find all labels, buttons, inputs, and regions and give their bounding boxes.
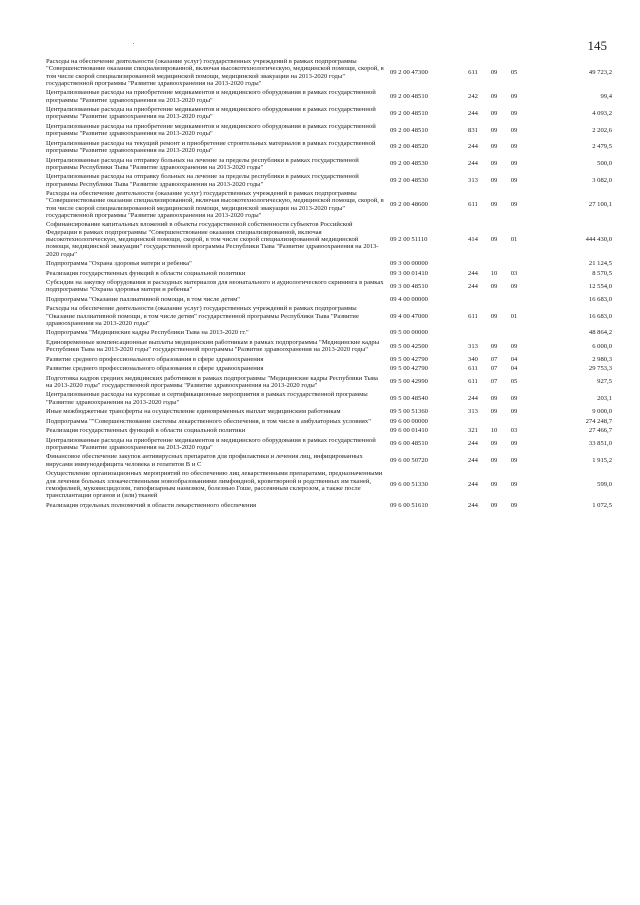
row-subsection: 03	[510, 427, 518, 435]
row-code: 09 4 00 00000	[390, 295, 428, 303]
scan-speck	[133, 43, 134, 44]
row-expense-type: 244	[468, 440, 478, 448]
table-row	[46, 391, 612, 408]
row-expense-type: 340	[468, 355, 478, 363]
row-section: 09	[490, 282, 498, 290]
row-subsection: 01	[510, 312, 518, 320]
row-expense-type	[462, 296, 484, 305]
table-row	[46, 270, 612, 279]
row-code: 09 2 00 47300	[390, 68, 428, 76]
row-expense-type: 244	[468, 457, 478, 465]
table-row	[46, 123, 612, 140]
row-name: Подпрограмма ""Совершенствование системы лекарственного обеспечения, в том числе в амбулаторных условиях"	[46, 417, 371, 425]
table-row	[46, 173, 612, 190]
row-code: 09 6 00 50720	[390, 457, 428, 465]
row-code: 09 6 00 00000	[390, 417, 428, 425]
row-subsection: 09	[510, 109, 518, 117]
row-name: Реализация отдельных полномочий в области лекарственного обеспечения	[46, 501, 257, 509]
row-expense-type: 611	[468, 201, 478, 208]
row-name: Расходы на обеспечение деятельности (оказание услуг) государственных учреждений в рамках подпрограммы "Совершенствование оказания специализированной, включая высокотехнологическую, медицинской помощи, скорой, в том числе скорой специализированной медицинской помощи, медицинской эвакуации на 2013-2020 годы" государственной программы "Развитие здравоохранения на 2013-2020 годы"	[46, 190, 384, 219]
row-sum: 16 683,0	[588, 312, 612, 320]
row-name: Финансовое обеспечение закупок антивирусных препаратов для профилактики и лечения лиц, инфицированных вирусами иммунодефицита человека и гепатитов В и С	[46, 453, 363, 468]
row-expense-type: 831	[468, 126, 478, 134]
row-section: 07	[490, 378, 498, 386]
row-sum: 9 000,0	[592, 408, 612, 416]
row-expense-type: 313	[468, 176, 478, 184]
row-subsection: 09	[510, 282, 518, 290]
row-name: Расходы на обеспечение деятельности (оказание услуг) государственных учреждений в рамках подпрограммы "Совершенствование оказания специализированной, включая высокотехнологическую, медицинской помощи, скорой, в том числе скорой специализированной медицинской помощи, медицинской эвакуации на 2013-2020 годы" государственной программы "Развитие здравоохранения на 2013-2020 годы"	[46, 58, 384, 87]
row-expense-type: 244	[468, 395, 478, 403]
row-code: 09 5 00 51360	[390, 408, 428, 416]
row-subsection: 01	[510, 236, 518, 244]
row-subsection: 04	[510, 365, 518, 373]
row-expense-type: 244	[468, 143, 478, 151]
row-section: 09	[490, 143, 498, 151]
row-name: Единовременные компенсационные выплаты медицинским работникам в рамках подпрограммы "Медицинские кадры Республики Тыва на 2013-2020 годы" государственной программы "Развитие здравоохранения на 2013-2020 годы"	[46, 338, 380, 354]
row-subsection: 09	[510, 481, 518, 489]
row-expense-type	[462, 260, 484, 269]
row-name: Централизованные расходы на отправку больных на лечение за пределы республики в рамках государственной программы Республики Тыва "Развитие здравоохранения на 2013-2020 годы"	[46, 156, 359, 171]
budget-table	[46, 58, 612, 511]
row-section: 09	[490, 312, 498, 320]
row-section: 09	[490, 440, 498, 448]
row-subsection	[504, 418, 524, 427]
table-row	[46, 339, 612, 356]
row-sum: 203,1	[597, 395, 612, 403]
row-sum: 927,5	[597, 378, 612, 386]
row-code: 09 6 00 51610	[390, 501, 428, 509]
row-section: 09	[490, 408, 498, 416]
row-sum: 274 248,7	[585, 417, 612, 425]
table-row	[46, 260, 612, 269]
row-subsection: 09	[510, 201, 518, 208]
row-sum: 8 570,5	[592, 269, 612, 277]
row-section: 09	[490, 160, 498, 168]
row-subsection: 09	[510, 501, 518, 509]
page-number: 145	[587, 38, 607, 53]
table-row	[46, 58, 612, 89]
table-row	[46, 305, 612, 329]
row-section: 09	[490, 93, 498, 101]
row-subsection: 09	[510, 143, 518, 151]
row-name: Централизованные расходы на курсовые и сертификационные мероприятия в рамках государственной программы "Развитие здравоохранения на 2013-2020 годы"	[46, 391, 368, 406]
row-code: 09 3 00 01410	[390, 269, 428, 277]
row-code: 09 2 00 48520	[390, 143, 428, 151]
row-code: 09 6 00 51330	[390, 481, 428, 489]
row-subsection: 09	[510, 395, 518, 403]
row-code: 09 2 00 48510	[390, 126, 428, 134]
row-code: 09 2 00 48530	[390, 160, 428, 168]
row-section: 09	[490, 457, 498, 465]
row-section: 09	[490, 176, 498, 184]
row-expense-type: 244	[468, 160, 478, 168]
row-sum: 16 683,0	[588, 295, 612, 303]
row-name: Осуществление организационных мероприятий по обеспечению лиц лекарственными препаратами, предназначенными для лечения больных злокачественными новообразованиями лимфоидной, кроветворной и родственных им тканей, гемофилией, муковисцидозом, гипофизарным нанизмом, болезнью Гоше, рассеянным склерозом, а также после трансплантации органов и (или) тканей	[46, 470, 383, 500]
row-code: 09 3 00 00000	[390, 260, 428, 268]
row-name: Реализация государственных функций в области социальной политики	[46, 427, 246, 435]
row-expense-type: 414	[468, 236, 478, 244]
table-row	[46, 502, 612, 511]
row-code: 09 4 00 47000	[390, 312, 428, 320]
row-name: Расходы на обеспечение деятельности (оказание услуг) государственных учреждений в рамках подпрограммы "Оказание паллиативной помощи, в том числе детям" государственной программы Республики Тыва "Развитие здравоохранения на 2013-2020 годы"	[46, 305, 359, 327]
row-expense-type: 244	[468, 269, 478, 277]
row-code: 09 5 00 42990	[390, 378, 428, 386]
row-subsection: 09	[510, 160, 518, 168]
row-sum: 21 124,5	[588, 260, 612, 268]
row-code: 09 3 00 48510	[390, 282, 428, 290]
row-expense-type: 611	[468, 365, 478, 373]
row-expense-type: 244	[468, 109, 478, 117]
row-expense-type: 313	[468, 408, 478, 416]
row-sum: 99,4	[600, 93, 612, 101]
budget-table-body	[46, 58, 612, 511]
row-expense-type: 244	[468, 501, 478, 509]
row-subsection: 03	[510, 269, 518, 277]
row-section: 09	[490, 481, 498, 489]
table-row	[46, 470, 612, 501]
table-row	[46, 365, 612, 374]
row-code: 09 5 00 42500	[390, 342, 428, 350]
row-sum: 49 723,2	[588, 68, 612, 76]
row-subsection: 05	[510, 378, 518, 386]
table-row	[46, 375, 612, 392]
row-expense-type: 611	[468, 378, 478, 386]
row-expense-type: 244	[468, 282, 478, 290]
row-sum: 4 093,2	[592, 109, 612, 117]
row-section: 10	[490, 427, 498, 435]
row-sum: 48 864,2	[588, 329, 612, 337]
table-row	[46, 453, 612, 470]
row-subsection	[504, 329, 524, 338]
row-expense-type: 611	[468, 68, 478, 76]
table-row	[46, 296, 612, 305]
row-name: Централизованные расходы на текущий ремонт и приобретение строительных материалов в рамках государственной программы "Развитие здравоохранения на 2013-2020 годы"	[46, 139, 376, 155]
row-name: Подготовка кадров средних медицинских работников в рамках подпрограммы "Медицинские кадры Республики Тыва на 2013-2020 годы" государственной программы "Развитие здравоохранения на 2013-2020 годы"	[46, 374, 378, 389]
row-sum: 2 479,5	[592, 143, 612, 151]
row-code: 09 2 00 48530	[390, 176, 428, 184]
row-code: 09 2 00 48510	[390, 93, 428, 101]
table-row	[46, 356, 612, 365]
row-sum: 444 430,0	[585, 236, 612, 244]
row-sum: 27 100,1	[588, 201, 612, 208]
row-section: 09	[490, 201, 498, 208]
row-expense-type: 242	[468, 93, 478, 101]
row-name: Централизованные расходы на приобретение медикаментов и медицинского оборудования в рамках государственной программы "Развитие здравоохранения на 2013-2020 годы"	[46, 106, 376, 121]
row-section: 09	[490, 126, 498, 134]
row-code: 09 5 00 42790	[390, 365, 428, 373]
row-code: 09 2 00 51110	[390, 236, 428, 244]
row-expense-type: 313	[468, 342, 478, 350]
row-section: 09	[490, 342, 498, 350]
row-name: Подпрограмма "Охрана здоровья матери и ребенка"	[46, 260, 192, 268]
row-section	[484, 296, 504, 305]
row-section	[484, 260, 504, 269]
row-section: 09	[490, 68, 498, 76]
row-code: 09 5 00 48540	[390, 395, 428, 403]
row-name: Реализация государственных функций в области социальной политики	[46, 269, 246, 277]
row-sum: 2 202,6	[592, 126, 612, 134]
row-code: 09 2 00 48600	[390, 201, 428, 208]
row-section: 07	[490, 365, 498, 373]
row-name: Подпрограмма "Медицинские кадры Республики Тыва на 2013-2020 гг."	[46, 329, 249, 337]
row-section	[484, 329, 504, 338]
row-name: Централизованные расходы на отправку больных на лечение за пределы республики в рамках государственной программы Республики Тыва "Развитие здравоохранения на 2013-2020 годы"	[46, 173, 359, 188]
table-row	[46, 190, 612, 221]
row-subsection: 05	[510, 68, 518, 76]
row-name: Софинансирование капитальных вложений в объекты государственной собственности субъектов Российской Федерации в рамках подпрограммы "Совершенствование оказания специализированной, включая высокотехнологическую, медицинской помощи, скорой, в том числе скорой специализированной медицинской помощи, медицинской эвакуации" государственной программы Республики Тыва "Развитие здравоохранения на 2013-2020 годы"	[46, 221, 379, 258]
row-name: Развитие среднего профессионального образования в сфере здравоохранения	[46, 365, 264, 373]
table-row	[46, 106, 612, 123]
table-row	[46, 418, 612, 427]
row-expense-type: 611	[468, 312, 478, 320]
row-section: 09	[490, 395, 498, 403]
row-expense-type: 244	[468, 481, 478, 489]
row-sum: 1 072,5	[592, 501, 612, 509]
row-code: 09 6 00 01410	[390, 427, 428, 435]
row-subsection: 09	[510, 440, 518, 448]
row-subsection: 09	[510, 176, 518, 184]
table-row	[46, 140, 612, 157]
row-subsection	[504, 260, 524, 269]
table-row	[46, 427, 612, 436]
row-subsection: 09	[510, 408, 518, 416]
table-row	[46, 408, 612, 417]
row-sum: 27 466,7	[588, 427, 612, 435]
table-row	[46, 329, 612, 338]
row-code: 09 5 00 00000	[390, 329, 428, 337]
row-section: 09	[490, 236, 498, 244]
row-subsection: 09	[510, 457, 518, 465]
row-expense-type	[462, 329, 484, 338]
row-sum: 500,0	[597, 160, 612, 168]
row-section: 07	[490, 355, 498, 363]
row-section: 10	[490, 269, 498, 277]
row-name: Субсидии на закупку оборудования и расходных материалов для неонатального и аудиологического скрининга в рамках подпрограммы "Охрана здоровья матери и ребенка"	[46, 279, 384, 294]
row-name: Централизованные расходы на приобретение медикаментов и медицинского оборудования в рамках государственной программы "Развитие здравоохранения на 2013-2020 годы"	[46, 89, 376, 104]
row-sum: 12 554,0	[588, 282, 612, 290]
row-name: Централизованные расходы на приобретение медикаментов и медицинского оборудования в рамках государственной программы "Развитие здравоохранения на 2013-2020 годы"	[46, 122, 376, 138]
row-subsection: 04	[510, 355, 518, 363]
table-row	[46, 89, 612, 106]
table-row	[46, 157, 612, 174]
row-subsection: 09	[510, 126, 518, 134]
row-sum: 1 915,2	[592, 457, 612, 465]
row-subsection	[504, 296, 524, 305]
row-sum: 2 980,3	[592, 355, 612, 363]
table-row	[46, 221, 612, 260]
row-name: Развитие среднего профессионального образования в сфере здравоохранения	[46, 355, 264, 363]
row-code: 09 2 00 48510	[390, 109, 428, 117]
table-row	[46, 437, 612, 454]
row-name: Подпрограмма "Оказание паллиативной помощи, в том числе детям"	[46, 295, 240, 303]
row-code: 09 6 00 48510	[390, 440, 428, 448]
row-expense-type: 321	[468, 427, 478, 435]
row-subsection: 09	[510, 342, 518, 350]
row-subsection: 09	[510, 93, 518, 101]
row-section: 09	[490, 501, 498, 509]
row-name: Централизованные расходы на приобретение медикаментов и медицинского оборудования в рамках государственной программы "Развитие здравоохранения на 2013-2020 годы"	[46, 436, 376, 451]
row-sum: 599,0	[597, 481, 612, 489]
row-name: Иные межбюджетные трансферты на осуществление единовременных выплат медицинским работникам	[46, 408, 341, 416]
row-sum: 6 000,0	[592, 342, 612, 350]
row-sum: 29 753,3	[588, 365, 612, 373]
row-expense-type	[462, 418, 484, 427]
table-row	[46, 279, 612, 296]
row-sum: 3 082,0	[592, 176, 612, 184]
row-code: 09 5 00 42790	[390, 355, 428, 363]
row-section: 09	[490, 109, 498, 117]
row-sum: 33 851,0	[588, 440, 612, 448]
row-section	[484, 418, 504, 427]
